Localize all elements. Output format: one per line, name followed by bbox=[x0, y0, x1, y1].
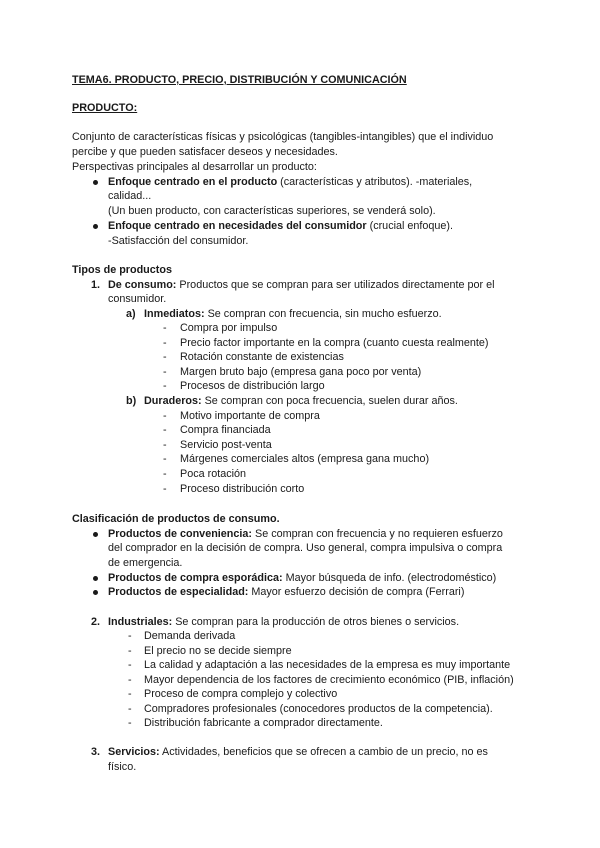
esporadica-bold: Productos de compra esporádica: bbox=[108, 572, 283, 584]
list-item: Motivo importante de compra bbox=[180, 410, 320, 422]
servicios-bold: Servicios: bbox=[108, 746, 160, 758]
conveniencia-bold: Productos de conveniencia: bbox=[108, 528, 252, 540]
duraderos-rest: Se compran con poca frecuencia, suelen durar años. bbox=[201, 395, 458, 407]
dash-marker: - bbox=[163, 439, 167, 451]
list-item: Distribución fabricante a comprador directamente. bbox=[144, 717, 383, 729]
item-number: 1. bbox=[91, 279, 101, 291]
perspective-consumer-bold: Enfoque centrado en necesidades del consumidor bbox=[108, 220, 367, 232]
bullet-icon bbox=[93, 180, 98, 185]
list-item: La calidad y adaptación a las necesidades de la empresa es muy importante bbox=[144, 659, 511, 671]
dash-marker: - bbox=[128, 674, 132, 686]
list-item: Precio factor importante en la compra (cuanto cuesta realmente) bbox=[180, 337, 489, 349]
dash-marker: - bbox=[128, 659, 132, 671]
dash-marker: - bbox=[163, 424, 167, 436]
inmediatos-rest: Se compran con frecuencia, sin mucho esfuerzo. bbox=[204, 308, 442, 320]
dash-marker: - bbox=[128, 630, 132, 642]
item-number: 2. bbox=[91, 616, 101, 628]
list-item: Servicio post-venta bbox=[180, 439, 272, 451]
bullet-icon bbox=[93, 224, 98, 229]
list-item: Compra financiada bbox=[180, 424, 271, 436]
dash-marker: - bbox=[163, 366, 167, 378]
list-item: Márgenes comerciales altos (empresa gana mucho) bbox=[180, 453, 430, 465]
industriales-rest: Se compran para la producción de otros bienes o servicios. bbox=[172, 616, 460, 628]
perspective-product-bold: Enfoque centrado en el producto bbox=[108, 176, 278, 188]
servicios-line2: físico. bbox=[108, 761, 137, 773]
dash-marker: - bbox=[128, 703, 132, 715]
list-item: Procesos de distribución largo bbox=[180, 380, 325, 392]
dash-marker: - bbox=[128, 645, 132, 657]
list-item: Proceso distribución corto bbox=[180, 483, 305, 495]
conveniencia-line bbox=[108, 527, 503, 542]
perspective-product-line2: calidad... bbox=[108, 190, 152, 202]
dash-marker: - bbox=[163, 380, 167, 392]
list-item: Poca rotación bbox=[180, 468, 247, 480]
bullet-icon bbox=[93, 532, 98, 537]
list-item: El precio no se decide siempre bbox=[144, 645, 292, 657]
dash-marker: - bbox=[163, 453, 167, 465]
list-item: Compradores profesionales (conocedores productos de la competencia). bbox=[144, 703, 493, 715]
duraderos-line bbox=[144, 394, 458, 409]
consumo-line2: consumidor. bbox=[108, 293, 167, 305]
esporadica-line bbox=[108, 571, 496, 586]
duraderos-bold: Duraderos: bbox=[144, 395, 202, 407]
list-item: Compra por impulso bbox=[180, 322, 278, 334]
esporadica-rest: Mayor búsqueda de info. (electrodoméstico) bbox=[282, 572, 497, 584]
list-item: Rotación constante de existencias bbox=[180, 351, 344, 363]
consumo-bold: De consumo: bbox=[108, 279, 177, 291]
perspectives-label: Perspectivas principales al desarrollar un producto: bbox=[72, 161, 317, 173]
perspective-consumer bbox=[108, 219, 453, 234]
list-item: Margen bruto bajo (empresa gana poco por venta) bbox=[180, 366, 422, 378]
item-letter: a) bbox=[126, 308, 136, 320]
especialidad-rest: Mayor esfuerzo decisión de compra (Ferrari) bbox=[248, 586, 465, 598]
list-item: Proceso de compra complejo y colectivo bbox=[144, 688, 338, 700]
document-title: TEMA6. PRODUCTO, PRECIO, DISTRIBUCIÓN Y COMUNICACIÓN bbox=[72, 74, 407, 86]
dash-marker: - bbox=[163, 483, 167, 495]
dash-marker: - bbox=[163, 337, 167, 349]
industriales-line bbox=[108, 615, 459, 630]
conveniencia-rest: Se compran con frecuencia y no requieren esfuerzo bbox=[252, 528, 503, 540]
intro-line-2: percibe y que pueden satisfacer deseos y necesidades. bbox=[72, 146, 338, 158]
dash-marker: - bbox=[163, 410, 167, 422]
perspective-product-rest: (características y atributos). -materiales, bbox=[277, 176, 473, 188]
dash-marker: - bbox=[128, 688, 132, 700]
classification-heading: Clasificación de productos de consumo. bbox=[72, 513, 280, 525]
item-letter: b) bbox=[126, 395, 137, 407]
bullet-icon bbox=[93, 590, 98, 595]
intro-line-1: Conjunto de características físicas y psicológicas (tangibles-intangibles) que el individuo bbox=[72, 131, 494, 143]
section-heading: PRODUCTO: bbox=[72, 102, 138, 114]
conveniencia-line3: de emergencia. bbox=[108, 557, 183, 569]
types-heading: Tipos de productos bbox=[72, 264, 172, 276]
bullet-icon bbox=[93, 576, 98, 581]
perspective-consumer-line2: -Satisfacción del consumidor. bbox=[108, 235, 249, 247]
inmediatos-line bbox=[144, 307, 442, 322]
consumo-line bbox=[108, 278, 494, 293]
list-item: Demanda derivada bbox=[144, 630, 236, 642]
dash-marker: - bbox=[163, 322, 167, 334]
list-item: Mayor dependencia de los factores de crecimiento económico (PIB, inflación) bbox=[144, 674, 514, 686]
servicios-line bbox=[108, 745, 488, 760]
dash-marker: - bbox=[163, 468, 167, 480]
especialidad-line bbox=[108, 585, 464, 600]
perspective-product bbox=[108, 175, 472, 190]
industriales-bold: Industriales: bbox=[108, 616, 173, 628]
item-number: 3. bbox=[91, 746, 101, 758]
especialidad-bold: Productos de especialidad: bbox=[108, 586, 249, 598]
consumo-rest: Productos que se compran para ser utilizados directamente por el bbox=[176, 279, 495, 291]
perspective-product-line3: (Un buen producto, con características superiores, se venderá solo). bbox=[108, 205, 436, 217]
conveniencia-line2: del comprador en la decisión de compra. Uso general, compra impulsiva o compra bbox=[108, 542, 503, 554]
perspective-consumer-rest: (crucial enfoque). bbox=[366, 220, 454, 232]
servicios-rest: Actividades, beneficios que se ofrecen a cambio de un precio, no es bbox=[159, 746, 488, 758]
inmediatos-bold: Inmediatos: bbox=[144, 308, 205, 320]
dash-marker: - bbox=[163, 351, 167, 363]
dash-marker: - bbox=[128, 717, 132, 729]
